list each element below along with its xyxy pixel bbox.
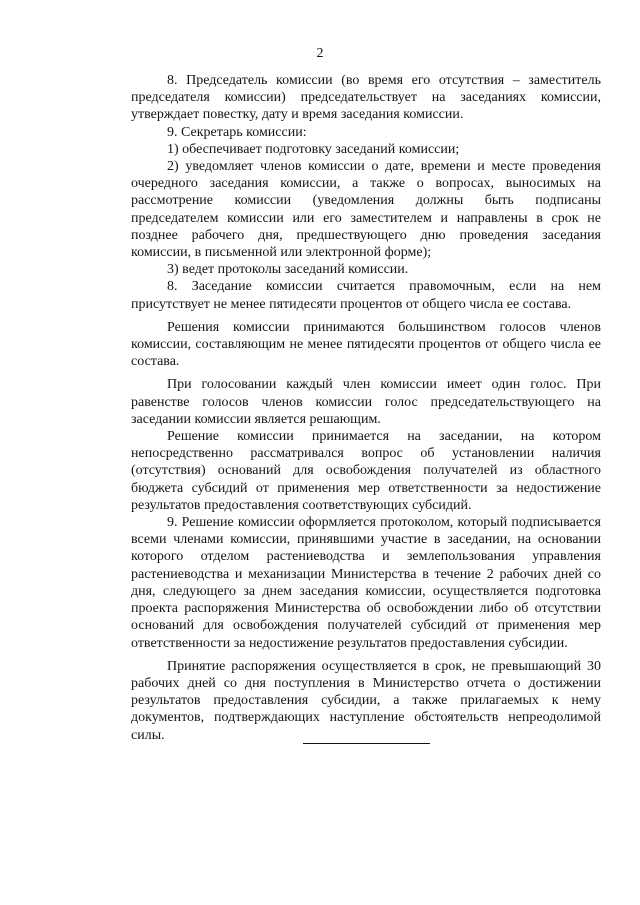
end-divider <box>303 743 430 744</box>
document-body <box>131 72 601 744</box>
paragraph-protocol: 9. Решение комиссии оформляется протоколом, который подписывается всеми членами комиссии, принявшими участие в заседании, на основании которого отделом растениеводства и землепользования управления растениеводства и механизации Министерства в течение 2 рабочих дней со дня, следующего за днем заседания комиссии, осуществляется подготовка проекта распоряжения Министерства об освобождении либо об отсутствии оснований для освобождения получателей субсидий от применения мер ответственности за недостижение результатов предоставления субсидии. <box>131 515 601 651</box>
paragraph-order-deadline: Принятие распоряжения осуществляется в срок, не превышающий 30 рабочих дней со дня поступления в Министерство отчета о достижении результатов предоставления субсидии, а также прилагаемых к нему документов, подтверждающих наступление обстоятельств непреодолимой силы. <box>131 658 601 743</box>
paragraph-secretary-heading: 9. Секретарь комиссии: <box>167 124 307 140</box>
paragraph-secretary-item-3: 3) ведет протоколы заседаний комиссии. <box>167 262 409 278</box>
page-number: 2 <box>316 46 324 61</box>
paragraph-secretary-item-2: 2) уведомляет членов комиссии о дате, времени и месте проведения очередного заседания комиссии, а также о вопросах, выносимых на рассмотрение комиссии (уведомления должны быть подписаны председателем комиссии или его заместителем и направлены в срок не позднее рабочего дня, предшествующего дню проведения заседания комиссии, в письменной или электронной форме); <box>131 159 601 261</box>
paragraph-decision-scope: Решение комиссии принимается на заседании, на котором непосредственно рассматривался вопрос об установлении наличия (отсутствия) оснований для освобождения получателей из областного бюджета субсидий от применения мер ответственности за недостижение результатов предоставления соответствующих субсидий. <box>131 429 601 513</box>
paragraph-quorum: 8. Заседание комиссии считается правомочным, если на нем присутствует не менее пятидесяти процентов от общего числа ее состава. <box>131 279 601 312</box>
paragraph-secretary-item-1: 1) обеспечивает подготовку заседаний комиссии; <box>167 141 460 157</box>
paragraph-chairman-duties: 8. Председатель комиссии (во время его отсутствия – заместитель председателя комиссии) председательствует на заседаниях комиссии, утверждает повестку, дату и время заседания комиссии. <box>131 73 601 123</box>
paragraph-decisions-majority: Решения комиссии принимаются большинством голосов членов комиссии, составляющим не менее пятидесяти процентов от общего числа ее состава. <box>131 319 601 370</box>
paragraph-voting: При голосовании каждый член комиссии имеет один голос. При равенстве голосов членов комиссии голос председательствующего на заседании комиссии является решающим. <box>131 377 601 427</box>
